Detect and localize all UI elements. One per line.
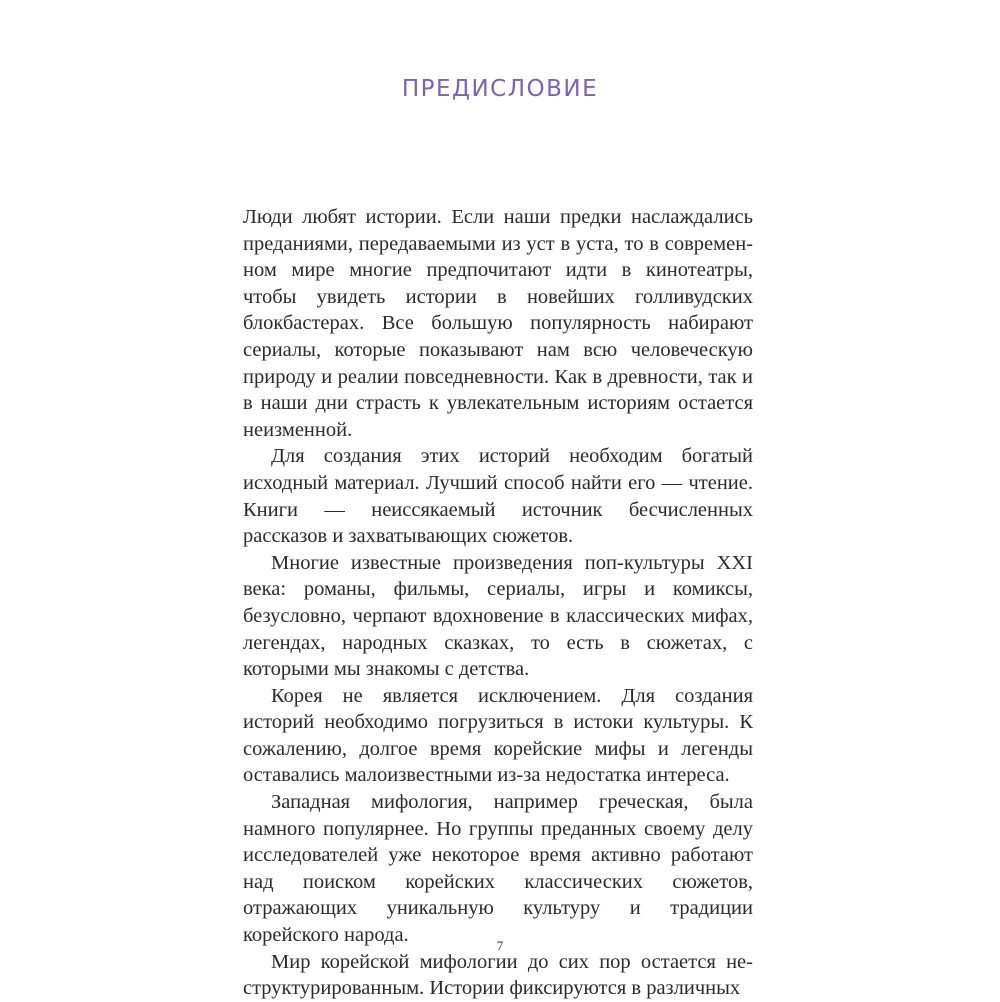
paragraph-6: Мир корейской мифологии до сих пор остается неструктурированным. Истории фиксируются в различных: [243, 950, 753, 1000]
paragraph-2: Для создания этих историй необходим богатый исходный материал. Лучший способ найти его — чтение. Книги — неиссякаемый источник бесчисленных рассказов и захватывающих сюжетов.: [243, 445, 753, 548]
paragraph-5: Западная мифология, например греческая, была намного популярнее. Но группы преданных своему делу исследователей уже некоторое время активно работают над поиском корейских классических сюжетов, отражающих уникальную культуру и традиции корейского народа.: [243, 791, 753, 947]
body-text: [243, 204, 753, 1002]
chapter-heading: ПРЕДИСЛОВИЕ: [401, 76, 599, 102]
page-number: 7: [496, 938, 504, 953]
paragraph-3: Многие известные произведения поп-культуры XXI века: романы, фильмы, сериалы, игры и комиксы, безусловно, черпают вдохновение в классических мифах, легендах, народных сказках, то есть в сюжетах, с которыми мы знакомы с детства.: [243, 551, 753, 681]
paragraph-1: Люди любят истории. Если наши предки наслаждались преданиями, передаваемыми из уст в уста, то в современном мире многие предпочитают идти в кинотеатры, чтобы увидеть истории в новейших голливудских блокбастерах. Все большую популярность набирают сериалы, которые показывают нам всю человеческую природу и реалии повседневности. Как в древности, так и в наши дни страсть к увлекательным историям остается неизменной.: [243, 206, 753, 441]
paragraph-4: Корея не является исключением. Для создания историй необходимо погрузиться в истоки культуры. К сожалению, долгое время корейские мифы и легенды оставались малоизвестными из-за недостатка интереса.: [243, 684, 753, 787]
